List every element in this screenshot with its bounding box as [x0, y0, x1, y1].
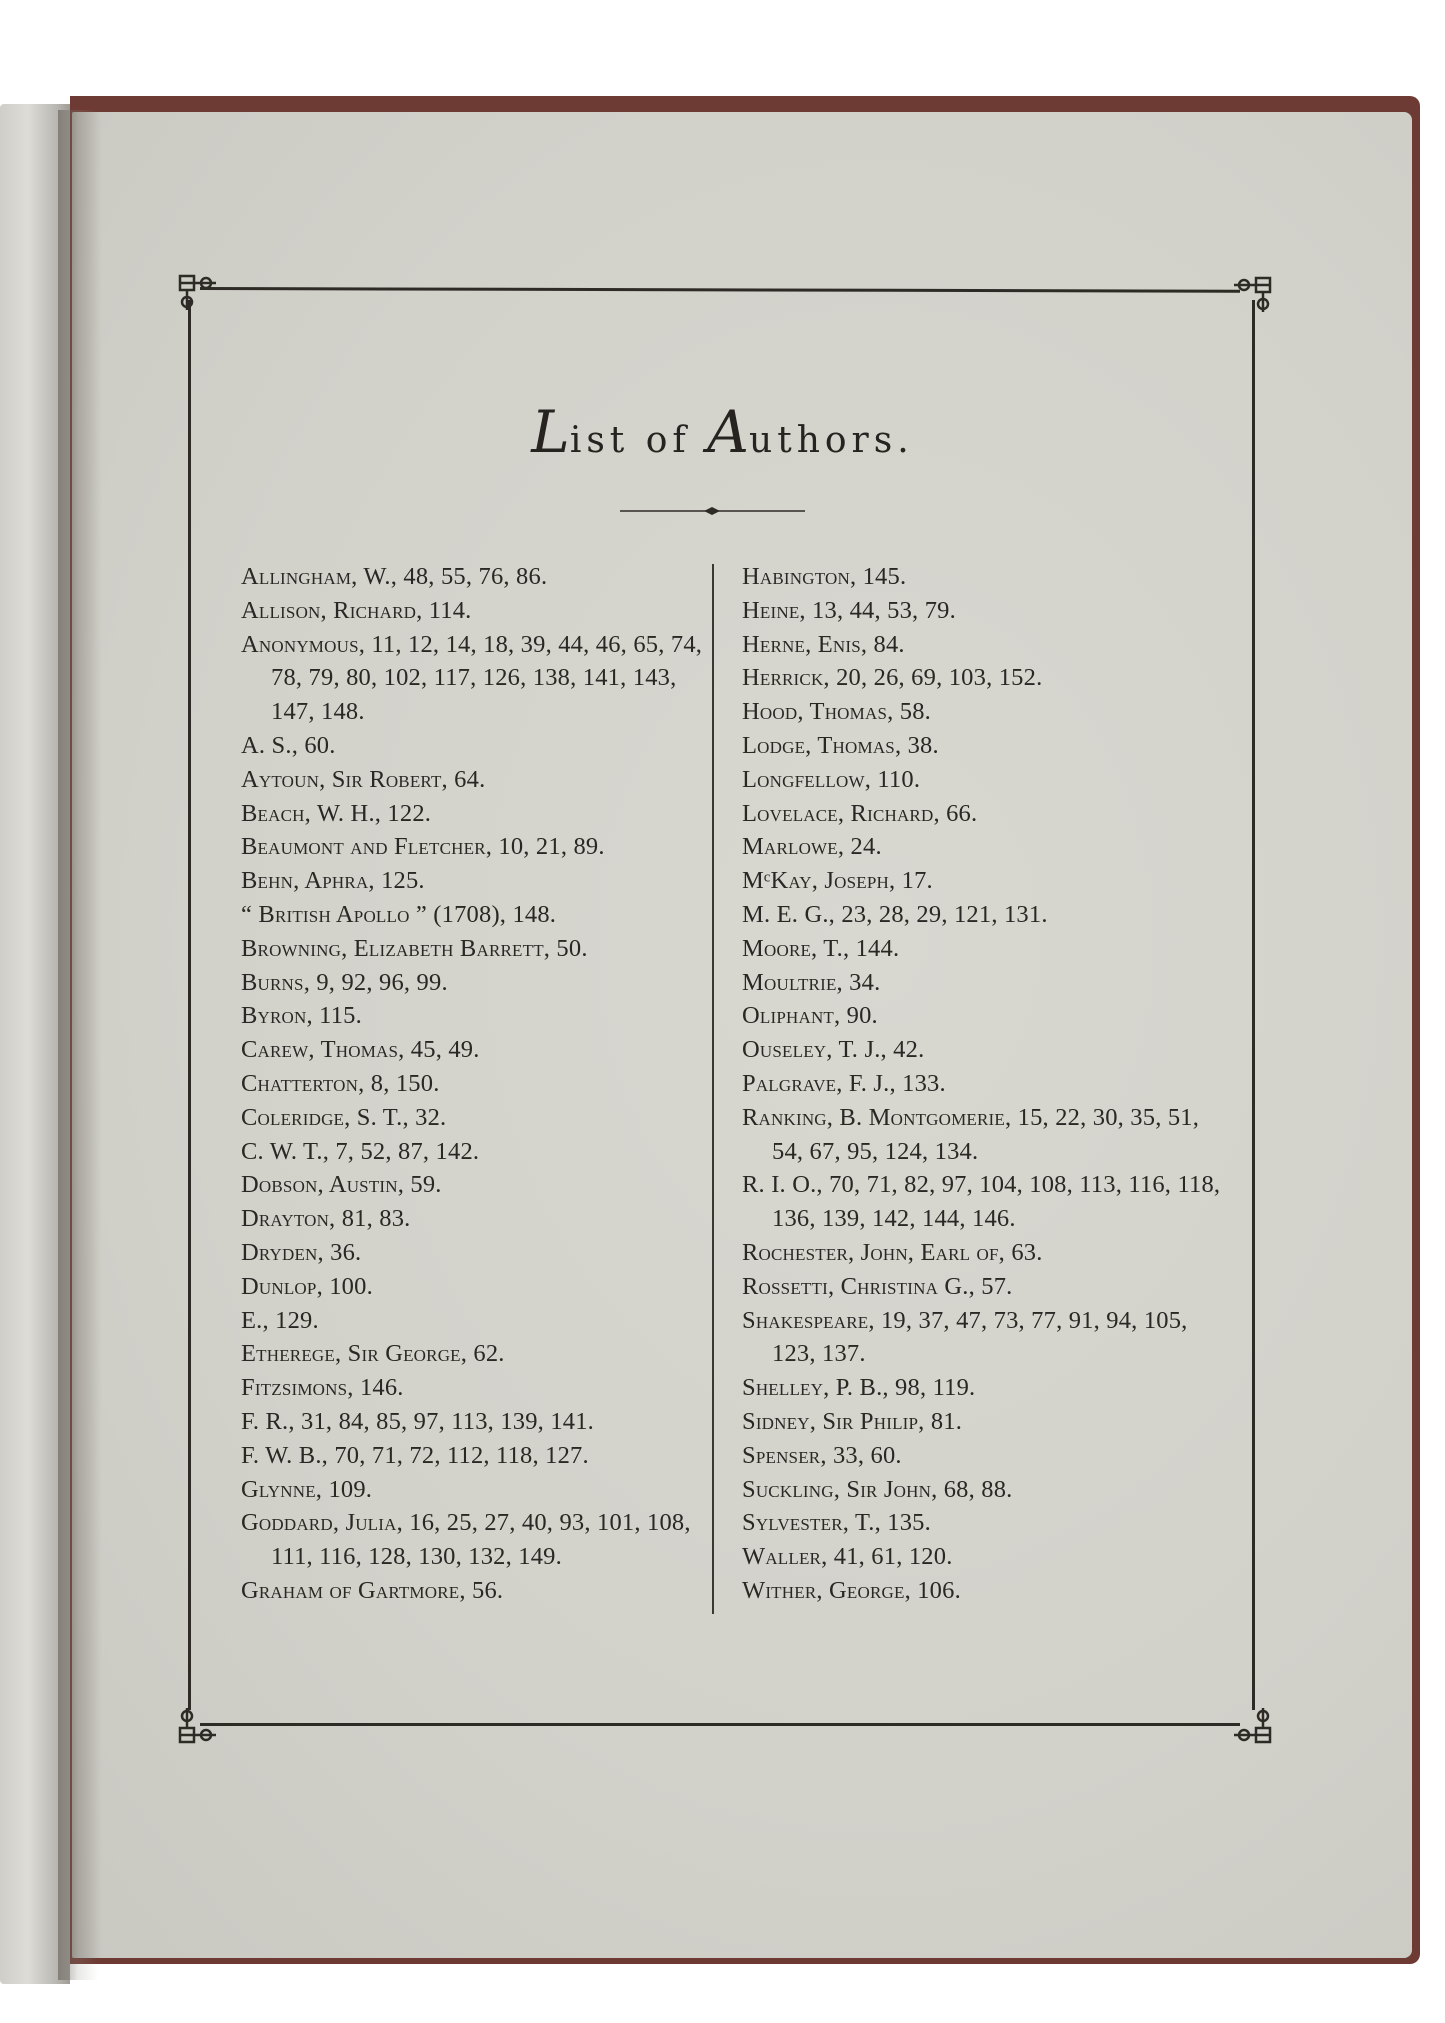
corner-ornament-bottom-left [176, 1702, 220, 1746]
author-entry: Shakespeare, 19, 37, 47, 73, 77, 91, 94, 105, 123, 137. [742, 1306, 1188, 1368]
author-entry: Suckling, Sir John, 68, 88. [742, 1475, 1013, 1503]
author-entry: Herne, Enis, 84. [742, 630, 905, 658]
frame-left-rule [188, 300, 191, 1710]
authors-column-right [742, 560, 1222, 1608]
title-ornament [620, 505, 805, 517]
author-entry: Ouseley, T. J., 42. [742, 1036, 925, 1064]
author-entry: Rochester, John, Earl of, 63. [742, 1238, 1043, 1266]
author-entry: Longfellow, 110. [742, 765, 921, 793]
author-entry: Allison, Richard, 114. [241, 596, 472, 624]
author-entry: Oliphant, 90. [742, 1002, 878, 1030]
author-entry: Herrick, 20, 26, 69, 103, 152. [742, 664, 1043, 692]
author-entry: Chatterton, 8, 150. [241, 1069, 440, 1097]
author-entry: Lodge, Thomas, 38. [742, 731, 939, 759]
authors-column-left [241, 560, 711, 1608]
page-title: List of Authors. [531, 398, 914, 466]
author-entry: Dobson, Austin, 59. [241, 1171, 442, 1199]
author-entry: Dryden, 36. [241, 1238, 362, 1266]
corner-ornament-top-left [176, 272, 220, 316]
author-entry: Spenser, 33, 60. [742, 1441, 902, 1469]
author-entry: Browning, Elizabeth Barrett, 50. [241, 934, 588, 962]
author-entry: E., 129. [241, 1306, 319, 1334]
author-entry: Wither, George, 106. [742, 1576, 961, 1604]
author-entry: Fitzsimons, 146. [241, 1374, 404, 1402]
author-entry: Sidney, Sir Philip, 81. [742, 1407, 963, 1435]
author-entry: Aytoun, Sir Robert, 64. [241, 765, 486, 793]
author-entry: Glynne, 109. [241, 1475, 373, 1503]
author-entry: Shelley, P. B., 98, 119. [742, 1374, 976, 1402]
author-entry: Carew, Thomas, 45, 49. [241, 1036, 480, 1064]
author-entry: Burns, 9, 92, 96, 99. [241, 968, 448, 996]
author-entry: Heine, 13, 44, 53, 79. [742, 596, 956, 624]
author-entry: F. W. B., 70, 71, 72, 112, 118, 127. [241, 1441, 589, 1469]
author-entry: Allingham, W., 48, 55, 76, 86. [241, 563, 548, 590]
corner-ornament-top-right [1230, 274, 1274, 318]
author-entry: Rossetti, Christina G., 57. [742, 1272, 1013, 1300]
author-entry: Coleridge, S. T., 32. [241, 1103, 447, 1131]
author-entry: Anonymous, 11, 12, 14, 18, 39, 44, 46, 65, 74, 78, 79, 80, 102, 117, 126, 138, 141, 143, 147, 148. [241, 630, 703, 726]
author-entry: Graham of Gartmore, 56. [241, 1576, 504, 1604]
author-entry: Hood, Thomas, 58. [742, 698, 931, 726]
author-entry: Sylvester, T., 135. [742, 1509, 931, 1537]
author-entry: Beach, W. H., 122. [241, 799, 432, 827]
author-entry: Ranking, B. Montgomerie, 15, 22, 30, 35, 51, 54, 67, 95, 124, 134. [742, 1103, 1200, 1165]
author-entry: Habington, 145. [742, 563, 907, 590]
frame-bottom-rule [200, 1723, 1240, 1726]
author-entry: R. I. O., 70, 71, 82, 97, 104, 108, 113, 116, 118, 136, 139, 142, 144, 146. [742, 1171, 1221, 1233]
author-entry: Moultrie, 34. [742, 968, 881, 996]
author-entry: M. E. G., 23, 28, 29, 121, 131. [742, 900, 1048, 928]
author-entry: Beaumont and Fletcher, 10, 21, 89. [241, 833, 605, 861]
author-entry: “ British Apollo ” (1708), 148. [241, 900, 557, 928]
author-entry: Moore, T., 144. [742, 934, 900, 962]
frame-right-rule [1252, 300, 1255, 1710]
author-entry: F. R., 31, 84, 85, 97, 113, 139, 141. [241, 1407, 594, 1435]
author-entry: Dunlop, 100. [241, 1272, 373, 1300]
author-entry: MᶜKay, Joseph, 17. [742, 867, 933, 895]
author-entry: Palgrave, F. J., 133. [742, 1069, 946, 1097]
author-entry: Drayton, 81, 83. [241, 1205, 411, 1233]
author-entry: Goddard, Julia, 16, 25, 27, 40, 93, 101, 108, 111, 116, 128, 130, 132, 149. [241, 1509, 691, 1571]
column-divider [712, 564, 714, 1614]
author-entry: A. S., 60. [241, 731, 336, 759]
author-entry: Lovelace, Richard, 66. [742, 799, 978, 827]
author-entry: Etherege, Sir George, 62. [241, 1340, 505, 1368]
author-entry: Marlowe, 24. [742, 833, 882, 861]
author-entry: C. W. T., 7, 52, 87, 142. [241, 1137, 480, 1165]
author-entry: Behn, Aphra, 125. [241, 867, 425, 895]
author-entry: Byron, 115. [241, 1002, 362, 1030]
author-entry: Waller, 41, 61, 120. [742, 1543, 953, 1571]
spine-shadow [58, 110, 98, 1980]
corner-ornament-bottom-right [1230, 1702, 1274, 1746]
